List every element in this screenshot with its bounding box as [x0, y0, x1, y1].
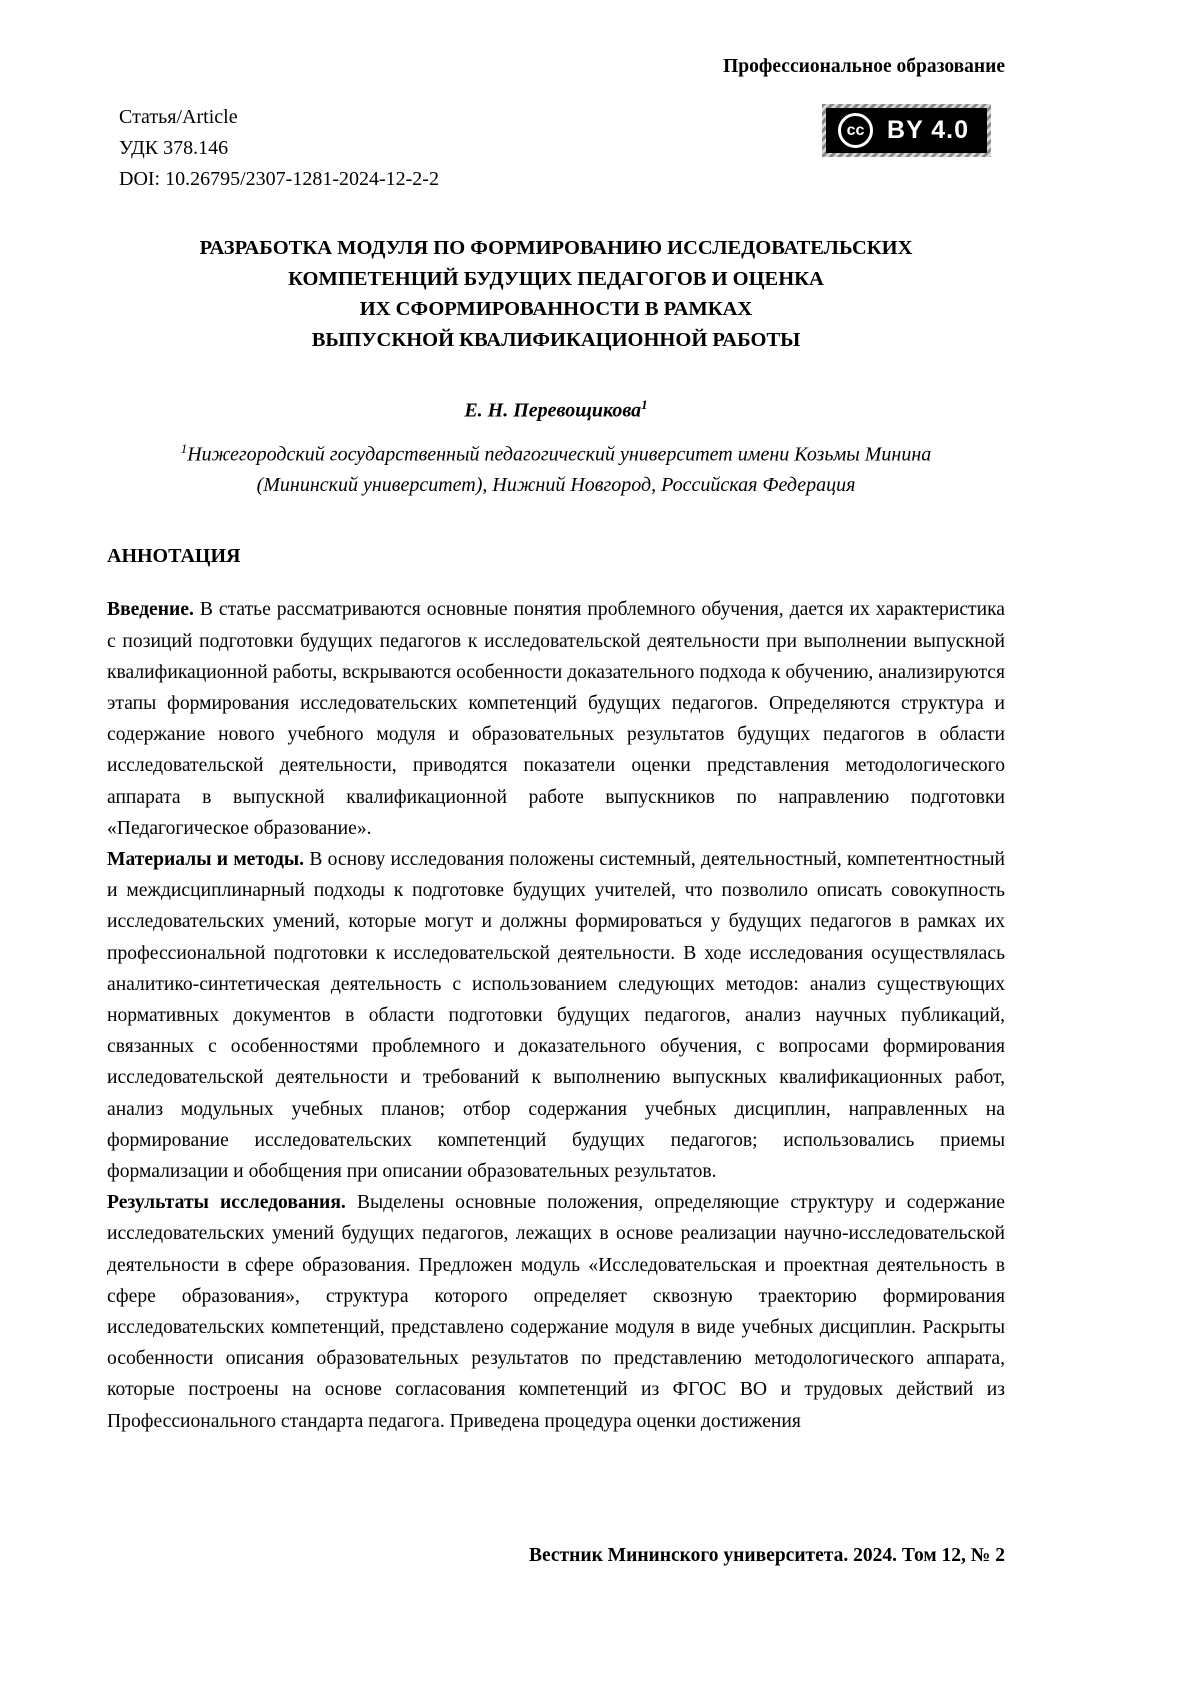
- affiliation-line-2: (Мининский университет), Нижний Новгород, Российская Федерация: [256, 474, 856, 497]
- paragraph-lead: Результаты исследования.: [107, 1192, 346, 1214]
- paragraph-lead: Материалы и методы.: [107, 848, 305, 870]
- title-line-4: ВЫПУСКНОЙ КВАЛИФИКАЦИОННОЙ РАБОТЫ: [311, 328, 801, 351]
- udk-number: УДК 378.146: [119, 137, 229, 159]
- paragraph-introduction: [107, 594, 1005, 844]
- abstract-heading: АННОТАЦИЯ: [107, 545, 241, 568]
- author-affiliation-marker: 1: [641, 397, 648, 412]
- paragraph-text: Выделены основные положения, определяющие структуру и содержание исследовательских умений будущих педагогов, лежащих в основе реализации научно-исследовательской деятельности в сфере образования. Предложен модуль «Исследовательская и проектная деятельность в сфере образования», структура которого определяет сквозную траекторию формирования исследовательских компетенций, представлено содержание модуля в виде учебных дисциплин. Раскрыты особенности описания образовательных результатов по представлению методологического аппарата, которые построены на основе согласования компетенций из ФГОС ВО и трудовых действий из Профессионального стандарта педагога. Приведена процедура оценки достижения: [107, 1192, 1005, 1432]
- paragraph-lead: Введение.: [107, 599, 194, 621]
- cc-license-badge: [822, 104, 991, 157]
- paragraph-results: [107, 1187, 1005, 1437]
- title-line-2: КОМПЕТЕНЦИЙ БУДУЩИХ ПЕДАГОГОВ И ОЦЕНКА: [288, 267, 824, 290]
- abstract-body: [107, 594, 1005, 1436]
- article-type-label: Статья/Article: [119, 106, 238, 128]
- journal-section-header: Профессиональное образование: [723, 56, 1005, 77]
- author-name: [107, 397, 1005, 423]
- cc-icon: cc: [838, 113, 873, 148]
- paragraph-text: В основу исследования положены системный, деятельностный, компетентностный и междисциплинарный подходы к подготовке будущих учителей, что позволило описать совокупность исследовательских умений, которые могут и должны формироваться у будущих педагогов в рамках их профессиональной подготовки к исследовательской деятельности. В ходе исследования осуществлялась аналитико-синтетическая деятельность с использованием следующих методов: анализ существующих нормативных документов в области подготовки будущих педагогов, анализ научных публикаций, связанных с особенностями проблемного и доказательного обучения, с вопросами формирования исследовательской деятельности и требований к выполнению выпускных квалификационных работ, анализ модульных учебных планов; отбор содержания учебных дисциплин, направленных на формирование исследовательских компетенций будущих педагогов; использовались приемы формализации и обобщения при описании образовательных результатов.: [107, 848, 1006, 1182]
- affiliation-line-1: Нижегородский государственный педагогический университет имени Козьмы Минина: [187, 443, 932, 466]
- doi-number: DOI: 10.26795/2307-1281-2024-12-2-2: [119, 168, 439, 190]
- journal-footer: Вестник Мининского университета. 2024. Том 12, № 2: [528, 1545, 1005, 1566]
- title-line-3: ИХ СФОРМИРОВАННОСТИ В РАМКАХ: [359, 298, 753, 320]
- meta-row: [107, 102, 1005, 195]
- affiliation: [107, 433, 1005, 502]
- cc-badge-inner: [826, 108, 987, 153]
- paragraph-materials-methods: [107, 844, 1005, 1187]
- paragraph-text: В статье рассматриваются основные понятия проблемного обучения, дается их характеристика с позиций подготовки будущих педагогов к исследовательской деятельности при выполнении выпускной квалификационной работы, вскрываются особенности доказательного подхода к обучению, анализируются этапы формирования исследовательских компетенций будущих педагогов. Определяются структура и содержание нового учебного модуля и образовательных результатов будущих педагогов в области исследовательской деятельности, приводятся показатели оценки представления методологического аппарата в выпускной квалификационной работе выпускников по направлению подготовки «Педагогическое образование».: [107, 599, 1005, 839]
- title-line-1: РАЗРАБОТКА МОДУЛЯ ПО ФОРМИРОВАНИЮ ИССЛЕДОВАТЕЛЬСКИХ: [199, 237, 913, 259]
- author-name-text: Е. Н. Перевощикова: [464, 399, 642, 422]
- article-meta: [107, 102, 439, 195]
- cc-license-label: BY 4.0: [887, 116, 969, 144]
- affiliation-marker: 1: [180, 440, 188, 456]
- article-title: [107, 233, 1005, 355]
